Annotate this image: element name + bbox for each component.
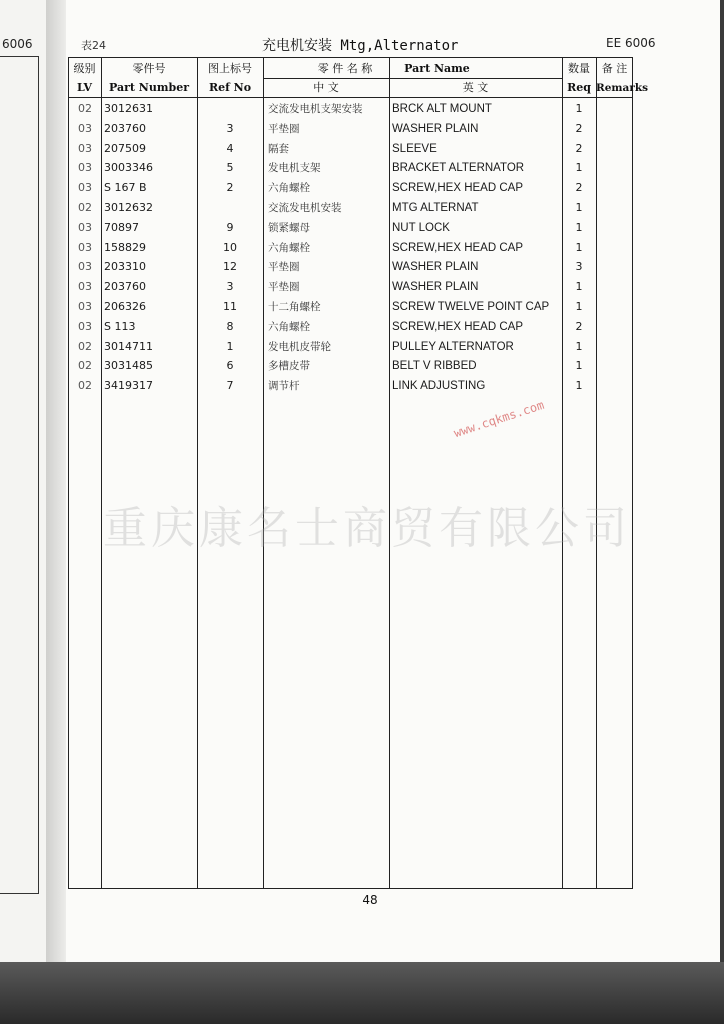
row-lv: 02 <box>78 339 92 353</box>
header-remarks-cn: 备 注 <box>601 62 628 75</box>
row-ref-no: 3 <box>226 280 234 294</box>
row-part-number: 158829 <box>104 240 146 254</box>
row-req: 2 <box>575 121 583 135</box>
row-name-en: BRACKET ALTERNATOR <box>392 162 525 175</box>
header-lv-cn: 级别 <box>73 62 96 75</box>
row-req: 1 <box>575 240 583 254</box>
row-lv: 02 <box>78 201 92 214</box>
table-row <box>68 238 633 258</box>
previous-page-edge <box>0 0 46 1024</box>
row-name-en: LINK ADJUSTING <box>392 380 486 393</box>
row-lv: 03 <box>78 240 92 254</box>
row-name-en: PULLEY ALTERNATOR <box>392 340 514 353</box>
row-lv: 03 <box>78 280 92 294</box>
table-row <box>68 376 633 396</box>
row-name-cn: 多槽皮带 <box>268 360 310 373</box>
row-part-number: 206326 <box>104 300 146 313</box>
row-lv: 03 <box>78 141 92 155</box>
row-lv: 02 <box>78 102 92 115</box>
row-name-en: BELT V RIBBED <box>392 360 477 373</box>
row-lv: 03 <box>78 220 92 234</box>
table-row <box>68 277 633 297</box>
row-part-number: 70897 <box>104 220 139 234</box>
row-name-cn: 发电机皮带轮 <box>268 340 331 353</box>
row-name-en: SCREW,HEX HEAD CAP <box>392 320 523 333</box>
row-name-en: SCREW TWELVE POINT CAP <box>392 301 550 313</box>
row-ref-no <box>198 198 262 218</box>
row-lv: 03 <box>78 260 92 274</box>
row-part-number: 203760 <box>104 121 146 135</box>
row-name-cn: 六角螺栓 <box>268 241 310 254</box>
row-part-number: 3012631 <box>104 102 153 115</box>
row-name-en: MTG ALTERNAT <box>392 202 479 214</box>
row-name-en: WASHER PLAIN <box>392 281 479 294</box>
table-row <box>68 297 633 317</box>
row-name-cn: 交流发电机支架安装 <box>268 103 363 115</box>
previous-page-rule <box>0 56 39 57</box>
page-shadow <box>0 962 724 1024</box>
header-lv-en: LV <box>77 81 92 94</box>
row-ref-no: 1 <box>226 339 234 353</box>
row-name-en: WASHER PLAIN <box>392 122 479 135</box>
header-subdivider <box>263 78 562 79</box>
row-lv: 02 <box>78 359 92 373</box>
row-ref-no: 6 <box>226 359 234 373</box>
header-bottom-rule <box>68 97 633 98</box>
header-req-cn: 数量 <box>568 62 590 75</box>
row-name-cn: 调节杆 <box>268 380 300 393</box>
row-ref-no: 8 <box>226 319 234 333</box>
page-number: 48 <box>362 893 378 907</box>
row-part-number: S 167 B <box>104 181 147 195</box>
table-row <box>68 119 633 139</box>
header-req-en: Req <box>567 81 591 94</box>
table-row <box>68 356 633 376</box>
row-req: 1 <box>575 161 583 175</box>
header-ref-no-cn: 图上标号 <box>208 62 252 75</box>
row-part-number: 203760 <box>104 280 146 294</box>
row-req: 1 <box>575 220 583 234</box>
table-row <box>68 178 633 198</box>
row-ref-no: 12 <box>223 260 237 274</box>
row-req: 1 <box>575 102 583 115</box>
row-req: 2 <box>575 141 583 155</box>
header-part-number-cn: 零件号 <box>132 62 166 75</box>
row-name-cn: 六角螺栓 <box>268 320 310 333</box>
table-row <box>68 158 633 178</box>
table-row <box>68 139 633 159</box>
previous-page-bottom-rule <box>0 893 39 894</box>
row-req: 2 <box>575 181 583 195</box>
row-req: 1 <box>575 280 583 294</box>
row-req: 1 <box>575 201 583 214</box>
table-row <box>68 99 633 119</box>
row-part-number: 3003346 <box>104 161 153 175</box>
row-part-number: 3014711 <box>104 339 153 353</box>
row-lv: 02 <box>78 379 92 393</box>
header-english: 英 文 <box>462 81 489 94</box>
header-part-number-en: Part Number <box>109 81 189 94</box>
row-lv: 03 <box>78 121 92 135</box>
table-row <box>68 257 633 277</box>
row-name-en: BRCK ALT MOUNT <box>392 103 492 115</box>
table-row <box>68 317 633 337</box>
row-part-number: S 113 <box>104 319 136 333</box>
row-part-number: 207509 <box>104 141 146 155</box>
red-stamp: www.cqkms.com <box>452 397 546 441</box>
row-name-en: SCREW,HEX HEAD CAP <box>392 241 523 254</box>
row-ref-no: 11 <box>223 300 237 313</box>
row-name-cn: 隔套 <box>268 142 289 155</box>
row-lv: 03 <box>78 181 92 195</box>
row-req: 1 <box>575 359 583 373</box>
row-part-number: 3419317 <box>104 379 153 393</box>
row-ref-no: 4 <box>226 141 234 155</box>
table-row <box>68 198 633 218</box>
row-lv: 03 <box>78 300 92 313</box>
header-ref-no-en: Ref No <box>208 81 252 94</box>
header-part-name-en: Part Name <box>404 62 470 75</box>
watermark-text: 重庆康名士商贸有限公司 <box>103 503 631 554</box>
row-ref-no: 9 <box>226 220 234 234</box>
row-name-en: SCREW,HEX HEAD CAP <box>392 182 523 195</box>
row-name-en: SLEEVE <box>392 142 437 155</box>
table-row <box>68 337 633 357</box>
row-name-cn: 平垫圈 <box>268 281 300 294</box>
row-ref-no: 2 <box>226 181 234 195</box>
row-req: 1 <box>575 300 583 313</box>
row-name-en: NUT LOCK <box>392 221 450 234</box>
row-name-cn: 锁紧螺母 <box>268 221 310 234</box>
row-req: 2 <box>575 319 583 333</box>
row-req: 3 <box>575 260 583 274</box>
row-ref-no: 5 <box>226 161 234 175</box>
row-name-cn: 交流发电机安装 <box>268 202 342 214</box>
row-part-number: 203310 <box>104 260 146 274</box>
row-name-cn: 六角螺栓 <box>268 182 310 195</box>
header-part-name-cn: 零 件 名 称 <box>317 62 373 75</box>
section-code: EE 6006 <box>606 36 656 50</box>
row-name-cn: 平垫圈 <box>268 122 300 135</box>
table-id: 表24 <box>81 39 106 52</box>
header-remarks-en: Remarks <box>596 82 649 94</box>
page-title: 充电机安装 Mtg,Alternator <box>262 38 459 54</box>
row-name-cn: 十二角螺栓 <box>268 301 321 313</box>
row-ref-no: 10 <box>223 240 237 254</box>
row-ref-no: 7 <box>226 379 234 393</box>
row-ref-no <box>198 99 262 119</box>
row-part-number: 3031485 <box>104 359 153 373</box>
row-req: 1 <box>575 339 583 353</box>
table-row <box>68 218 633 238</box>
row-ref-no: 3 <box>226 121 234 135</box>
previous-page-header: 6006 <box>2 37 33 51</box>
previous-page-table-border <box>38 56 39 894</box>
row-part-number: 3012632 <box>104 201 153 214</box>
header-chinese: 中 文 <box>313 81 339 94</box>
row-name-cn: 平垫圈 <box>268 261 300 274</box>
row-req: 1 <box>575 379 583 393</box>
row-name-en: WASHER PLAIN <box>392 261 479 274</box>
row-lv: 03 <box>78 161 92 175</box>
row-name-cn: 发电机支架 <box>268 162 321 175</box>
row-lv: 03 <box>78 319 92 333</box>
